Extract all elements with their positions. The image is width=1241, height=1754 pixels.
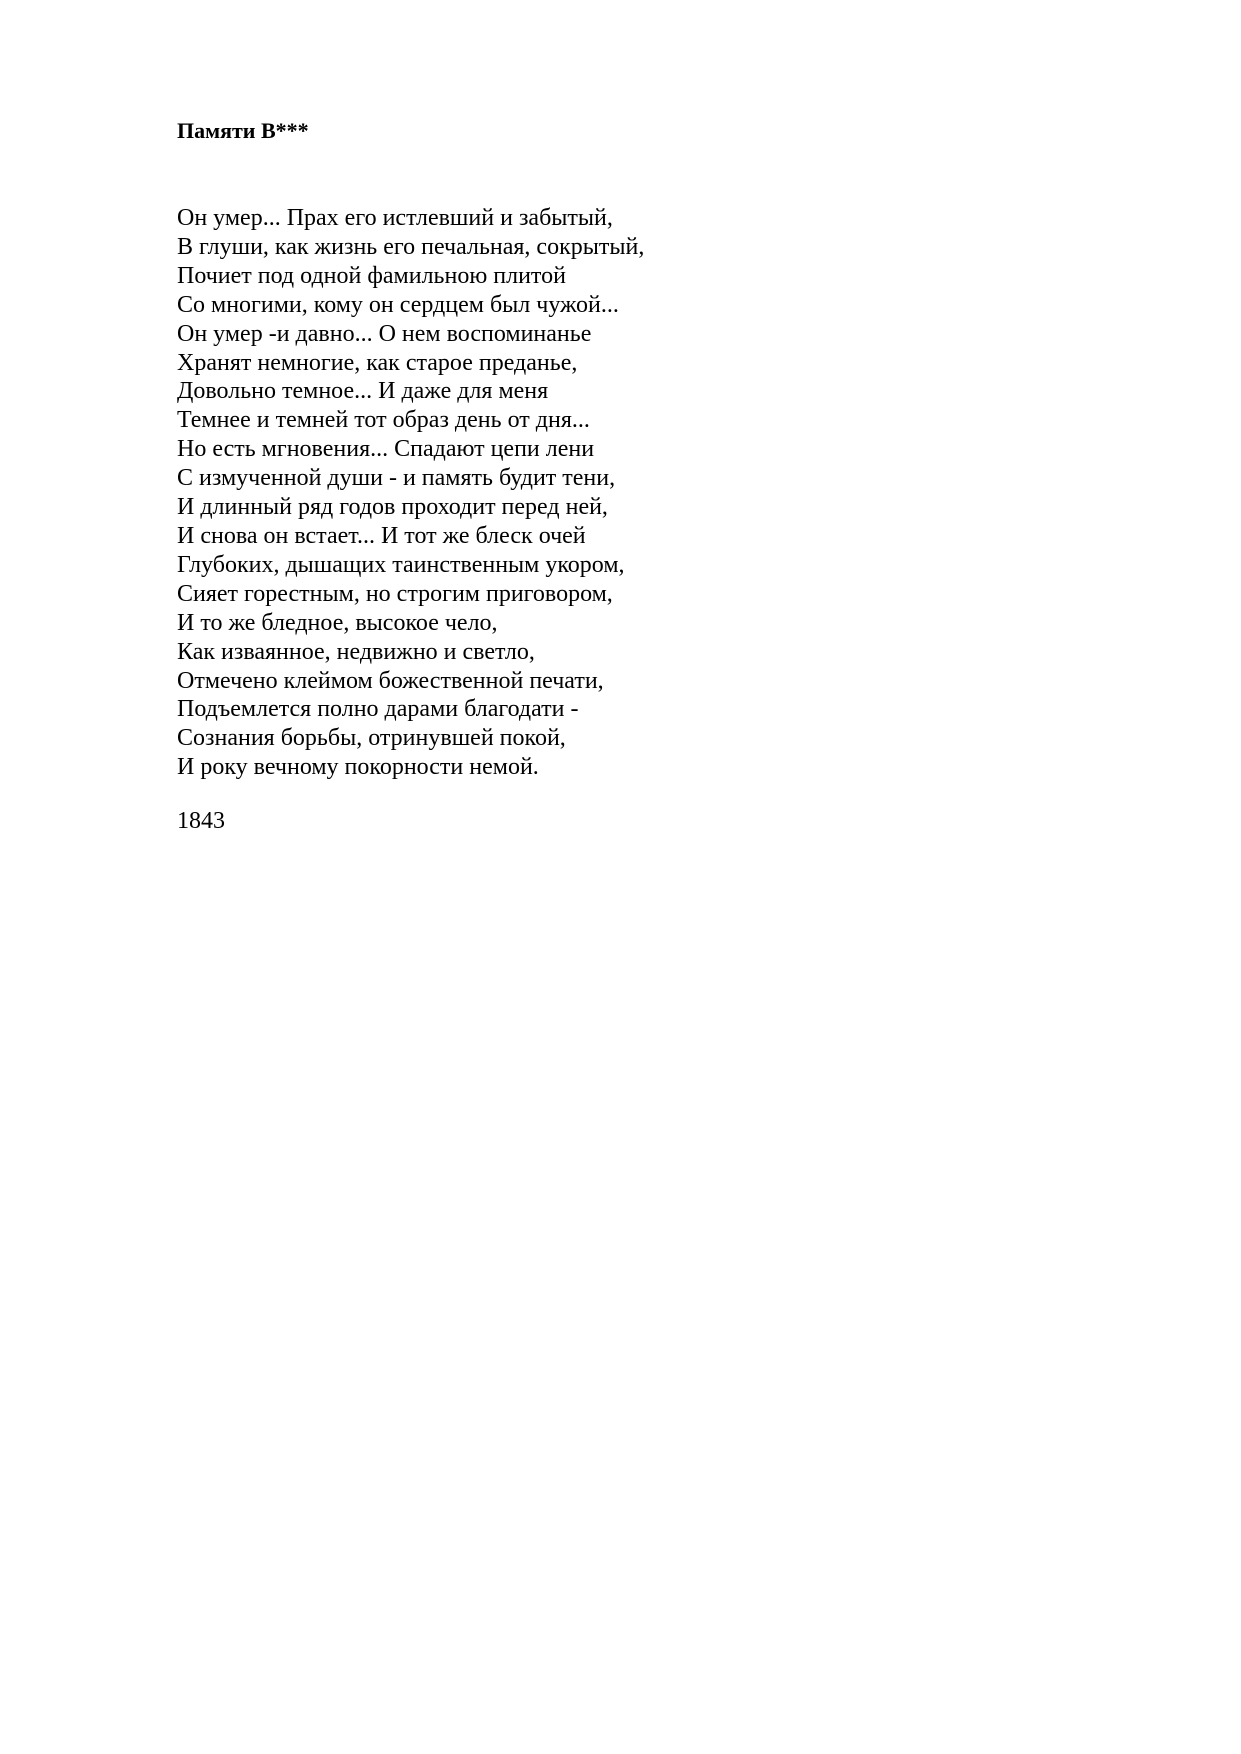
poem-line: Подъемлется полно дарами благодати - [177, 696, 579, 723]
poem-line: Почиет под одной фамильною плитой [177, 262, 566, 289]
poem-title: Памяти В*** [177, 118, 309, 143]
poem-line: Сознания борьбы, отринувшей покой, [177, 725, 566, 752]
poem-year: 1843 [177, 808, 225, 834]
poem-line: С измученной души - и память будит тени, [177, 465, 616, 492]
poem-line: Но есть мгновения... Спадают цепи лени [177, 436, 595, 463]
poem-line: Он умер -и давно... О нем воспоминанье [177, 320, 592, 347]
poem-line: И длинный ряд годов проходит перед ней, [177, 494, 608, 521]
poem-line: Сияет горестным, но строгим приговором, [177, 580, 613, 607]
poem-line: Отмечено клеймом божественной печати, [177, 667, 604, 694]
poem-line: Хранят немногие, как старое преданье, [177, 349, 578, 376]
poem-line: И року вечному покорности немой. [177, 754, 539, 781]
poem-line: И то же бледное, высокое чело, [177, 609, 498, 636]
poem-line: Он умер... Прах его истлевший и забытый, [177, 205, 613, 231]
poem-line: Как изваянное, недвижно и светло, [177, 638, 535, 665]
poem-line: Темнее и темней тот образ день от дня... [177, 407, 590, 434]
poem-line: Со многими, кому он сердцем был чужой... [177, 291, 619, 318]
poem-line: Довольно темное... И даже для меня [177, 378, 549, 405]
poem-body [177, 204, 644, 782]
poem-line: Глубоких, дышащих таинственным укором, [177, 551, 625, 578]
poem-line: И снова он встает... И тот же блеск очей [177, 522, 586, 549]
poem-line: В глуши, как жизнь его печальная, сокрытый, [177, 233, 645, 260]
